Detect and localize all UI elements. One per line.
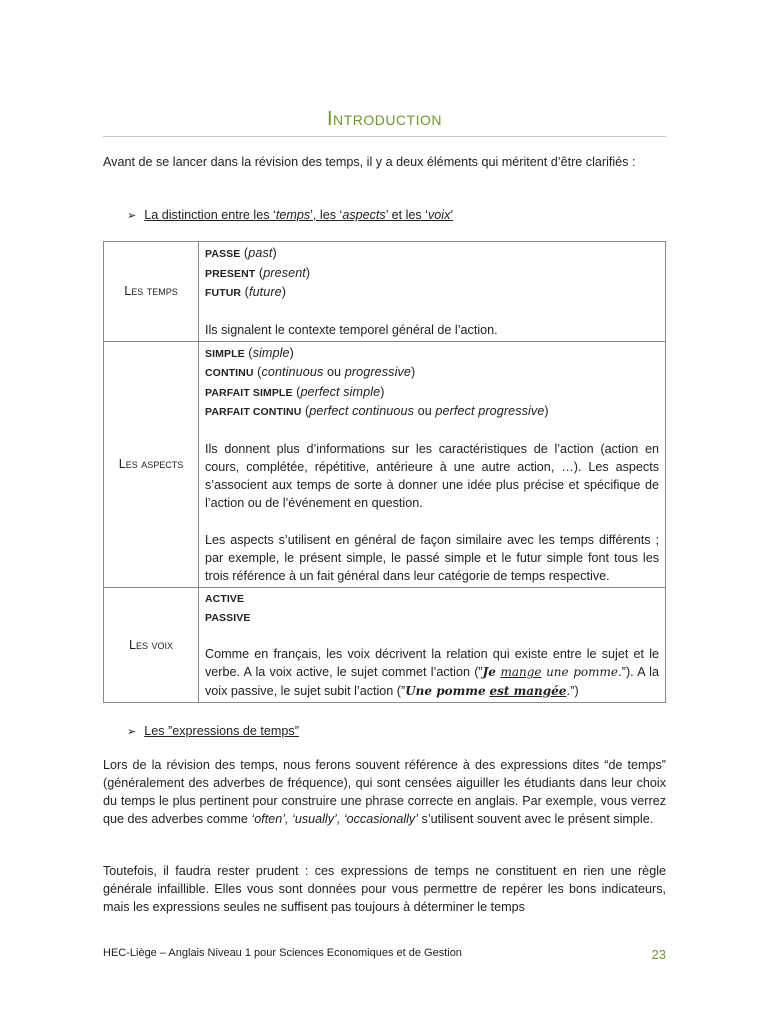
term-passive: PASSIVE [205, 611, 251, 624]
definitions-table [103, 241, 666, 703]
desc-temps: Ils signalent le contexte temporel général de l’action. [205, 322, 498, 337]
row-body-temps [199, 242, 666, 342]
table-row-voix [104, 588, 666, 703]
row-body-voix [199, 588, 666, 703]
title-divider [103, 136, 666, 137]
term-parfait-continu: PARFAIT CONTINU (perfect continuous ou perfect progressive) [205, 404, 549, 419]
bullet-distinction-label: La distinction entre les ‘temps’, les ‘aspects’ et les ‘voix’ [144, 208, 454, 222]
term-parfait-simple: PARFAIT SIMPLE (perfect simple) [205, 384, 385, 399]
term-passe: PASSE (past) [205, 246, 277, 260]
row-header-temps: Les temps [104, 242, 199, 342]
term-active: ACTIVE [205, 593, 245, 606]
table-row-temps [104, 242, 666, 342]
desc-voix: Comme en français, les voix décrivent la relation qui existe entre le sujet et le verbe. A la voix active, le sujet commet l’action (”Je mange une pomme.”). A la voix passive, le sujet subit l’action (”Une pomme est mangée.”) [205, 647, 659, 698]
term-simple: SIMPLE (simple) [205, 345, 294, 360]
arrow-bullet-icon: ➢ [127, 726, 137, 738]
table-row-aspects [104, 341, 666, 587]
page-number: 23 [651, 947, 666, 962]
arrow-bullet-icon: ➢ [127, 210, 137, 222]
bullet-distinction [127, 206, 453, 225]
bullet-expressions-label: Les ”expressions de temps” [144, 724, 299, 738]
desc-aspects-1: Ils donnent plus d’informations sur les caractéristiques de l’action (action en cours, complétée, répétitive, antérieure à une autre action, …). Les aspects s’associent aux temps de sorte à donner une idée plus précise et spécifique de l’action ou de l’événement en question. [205, 441, 659, 511]
example-active: Je mange une pomme. [482, 665, 622, 680]
desc-aspects-2: Les aspects s’utilisent en général de façon similaire avec les temps différents ; par exemple, le présent simple, le passé simple et le futur simple font tous les trois référence à un fait général dans leur catégorie de temps respective. [205, 532, 659, 583]
page-title: Introduction [327, 108, 442, 130]
term-futur: FUTUR (future) [205, 285, 287, 299]
example-passive: Une pomme est mangée. [405, 683, 571, 698]
expressions-paragraph: Lors de la révision des temps, nous ferons souvent référence à des expressions dites “de temps” (généralement des adverbes de fréquence), qui sont censées aiguiller les étudiants dans leur choix du temps le plus pertinent pour construire une phrase correcte en anglais. Par exemple, vous verrez que des adverbes comme ‘often’, ‘usually’, ‘occasionally’ s’utilisent souvent avec le présent simple. [103, 758, 666, 826]
intro-paragraph: Avant de se lancer dans la révision des temps, il y a deux éléments qui méritent d’être clarifiés : [103, 155, 636, 169]
term-present: PRESENT (present) [205, 265, 311, 280]
row-header-voix: Les voix [104, 588, 199, 703]
row-body-aspects [199, 341, 666, 587]
footer-course-title: HEC-Liège – Anglais Niveau 1 pour Sciences Economiques et de Gestion [103, 947, 462, 959]
row-header-aspects: Les aspects [104, 341, 199, 587]
bullet-expressions [127, 722, 299, 741]
caution-paragraph: Toutefois, il faudra rester prudent : ces expressions de temps ne constituent en rien une règle générale infaillible. Elles vous sont données pour vous permettre de repérer les bons indicateurs, mais les expressions seules ne suffisent pas toujours à déterminer le temps [103, 864, 666, 914]
term-continu: CONTINU (continuous ou progressive) [205, 365, 416, 380]
